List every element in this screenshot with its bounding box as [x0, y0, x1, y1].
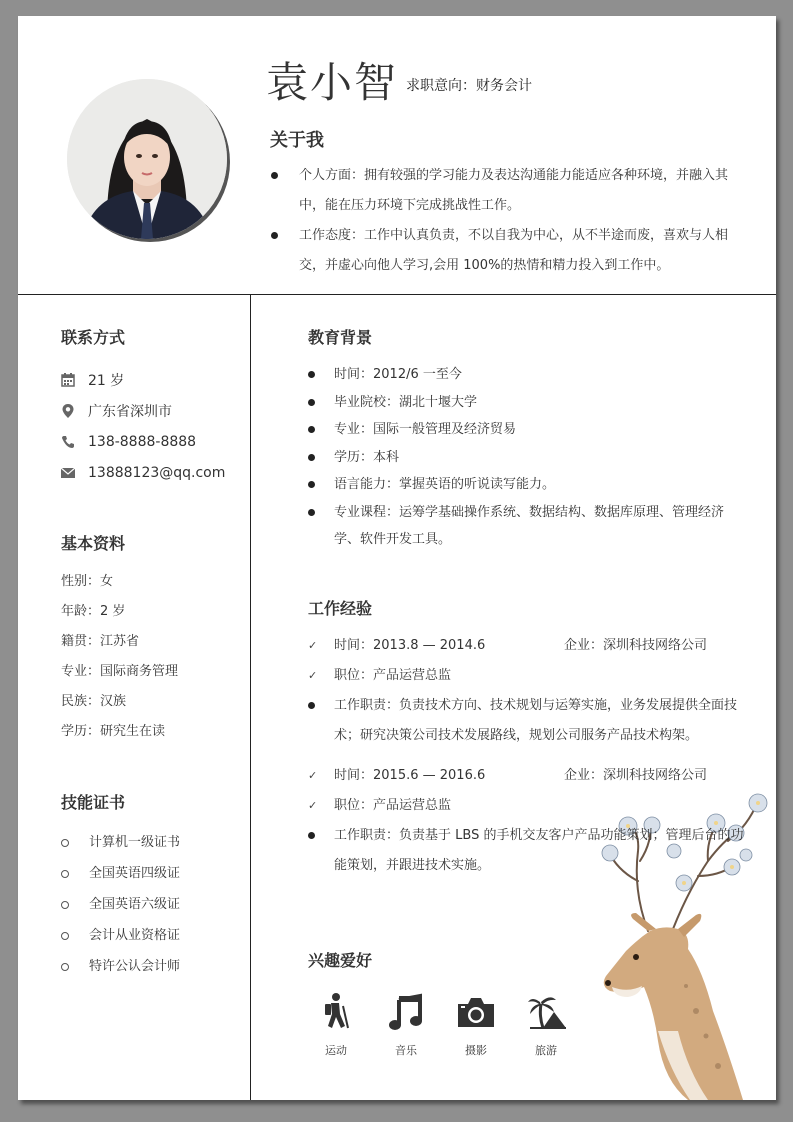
phone-text: 138-8888-8888 — [88, 433, 197, 450]
contact-email — [61, 457, 225, 488]
hobby-label: 摄影 — [465, 1044, 487, 1057]
hobbies-title: 兴趣爱好 — [308, 951, 373, 970]
calendar-icon — [61, 373, 75, 387]
hobby-label: 运动 — [325, 1044, 347, 1057]
education-item: 语言能力：掌握英语的听说读写能力。 — [308, 471, 748, 499]
work-position: ✓ 职位：产品运营总监 — [308, 791, 748, 821]
palm-tree-icon — [526, 992, 566, 1032]
basic-info-item: 年龄：2 岁 — [61, 604, 126, 619]
about-item: 个人方面：拥有较强的学习能力及表达沟通能力能适应各种环境，并融入其中，能在压力环境下完成挑战性工作。 — [270, 161, 740, 221]
basic-info-title: 基本资料 — [61, 534, 126, 553]
location-pin-icon — [61, 404, 75, 418]
education-item: 专业课程：运筹学基础操作系统、数据结构、数据库原理、管理经济学、软件开发工具。 — [308, 499, 748, 554]
work-company: 企业：深圳科技网络公司 — [564, 638, 708, 653]
about-item: 工作态度：工作中认真负责，不以自我为中心，从不半途而废，喜欢与人相交，并虚心向他人学习,会用 100%的热情和精力投入到工作中。 — [270, 221, 740, 281]
hobby-sport — [303, 992, 369, 1058]
phone-icon — [61, 435, 75, 449]
contact-list — [61, 364, 225, 488]
work-time: 时间：2013.8 — 2014.6 — [334, 638, 486, 653]
basic-info-list — [61, 571, 178, 751]
basic-info-item: 民族：汉族 — [61, 694, 127, 709]
email-icon — [61, 466, 75, 480]
skill-item: 计算机一级证书 — [61, 832, 180, 863]
hobby-travel — [513, 992, 579, 1058]
hobby-label: 旅游 — [535, 1044, 557, 1057]
camera-icon — [456, 992, 496, 1032]
education-list — [308, 361, 748, 554]
contact-phone — [61, 426, 225, 457]
contact-address — [61, 395, 225, 426]
work-time-row — [308, 761, 748, 791]
vertical-divider — [250, 294, 251, 1100]
skills-list — [61, 832, 180, 987]
job-intention: 求职意向：财务会计 — [406, 78, 532, 94]
work-list — [308, 631, 748, 881]
education-item: 时间：2012/6 一至今 — [308, 361, 748, 389]
skill-item: 特许公认会计师 — [61, 956, 180, 987]
about-list — [270, 161, 740, 281]
education-item: 学历：本科 — [308, 444, 748, 472]
basic-info-item: 专业：国际商务管理 — [61, 664, 179, 679]
education-item: 毕业院校：湖北十堰大学 — [308, 389, 748, 417]
basic-info-item: 籍贯：江苏省 — [61, 634, 140, 649]
hobby-music — [373, 992, 439, 1058]
work-title: 工作经验 — [308, 599, 373, 618]
horizontal-divider — [18, 294, 776, 295]
resume-page — [18, 16, 776, 1100]
skills-title: 技能证书 — [61, 793, 126, 812]
work-duty: 工作职责：负责基于 LBS 的手机交友客户产品功能策划；管理后台的功能策划，并跟进技术实施。 — [308, 821, 748, 881]
skill-item: 会计从业资格证 — [61, 925, 180, 956]
candidate-name: 袁小智 — [266, 58, 399, 107]
work-company: 企业：深圳科技网络公司 — [564, 768, 708, 783]
hobbies-row — [303, 992, 583, 1058]
address-text: 广东省深圳市 — [88, 403, 172, 420]
age-text: 21 岁 — [88, 372, 125, 389]
contact-title: 联系方式 — [61, 328, 126, 347]
work-time-row — [308, 631, 748, 661]
skill-item: 全国英语四级证 — [61, 863, 180, 894]
hiking-icon — [316, 992, 356, 1032]
about-title: 关于我 — [270, 130, 324, 151]
work-duty: 工作职责：负责技术方向、技术规划与运筹实施，业务发展提供全面技术；研究决策公司技术发展路线，规划公司服务产品技术构架。 — [308, 691, 748, 751]
contact-age — [61, 364, 225, 395]
education-title: 教育背景 — [308, 328, 373, 347]
basic-info-item: 性别：女 — [61, 574, 114, 589]
work-time: 时间：2015.6 — 2016.6 — [334, 768, 486, 783]
work-position: ✓ 职位：产品运营总监 — [308, 661, 748, 691]
hobby-label: 音乐 — [395, 1044, 417, 1057]
education-item: 专业：国际一般管理及经济贸易 — [308, 416, 748, 444]
hobby-photography — [443, 992, 509, 1058]
profile-photo — [67, 79, 227, 239]
email-text: 13888123@qq.com — [88, 464, 226, 481]
skill-item: 全国英语六级证 — [61, 894, 180, 925]
basic-info-item: 学历：研究生在读 — [61, 724, 166, 739]
music-note-icon — [386, 992, 426, 1032]
